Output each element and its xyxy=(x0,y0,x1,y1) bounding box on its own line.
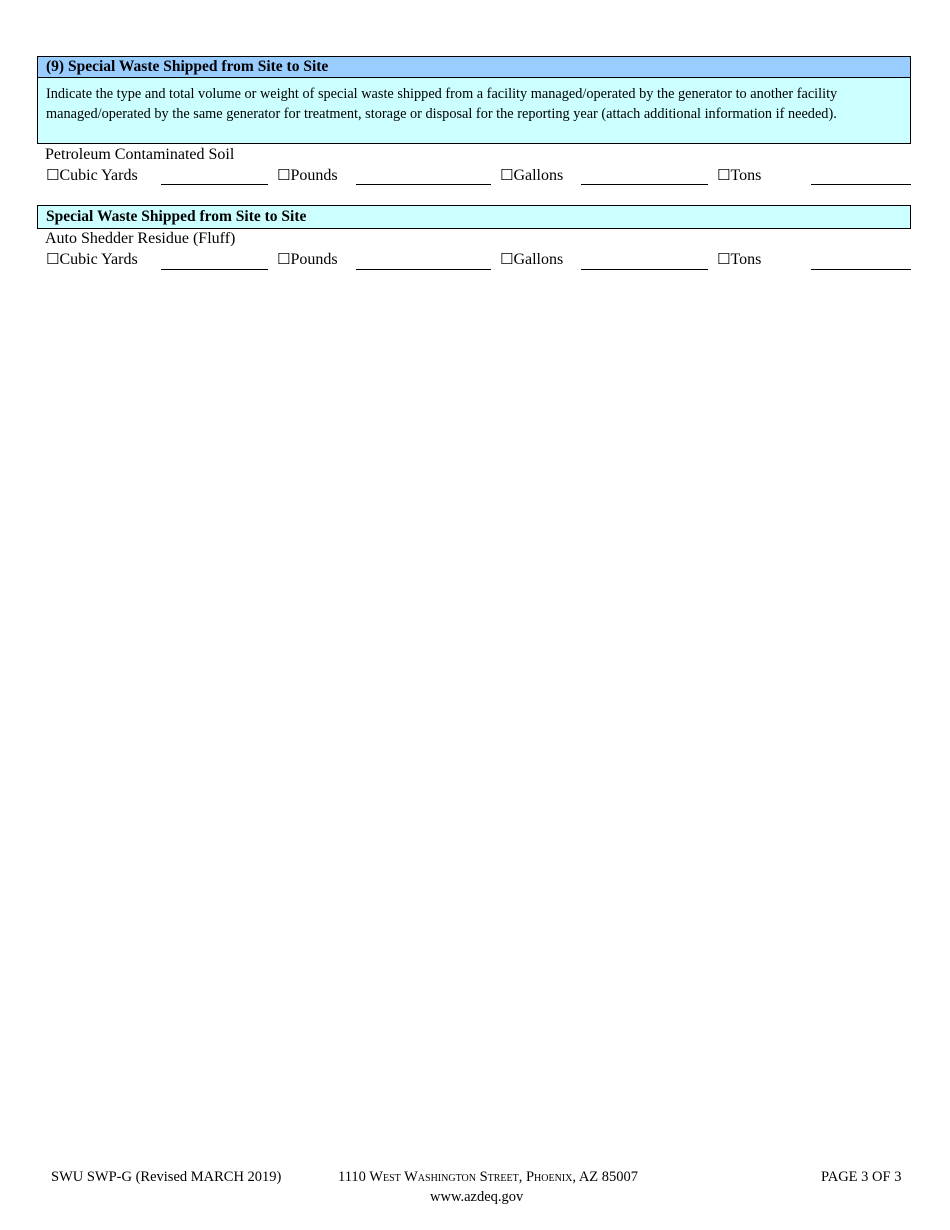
section-b-title: Special Waste Shipped from Site to Site xyxy=(46,208,307,225)
address: 1110 West Washington Street, Phoenix, AZ 85007 xyxy=(338,1169,639,1185)
pounds-checkbox[interactable]: ☐ xyxy=(277,250,291,268)
section-9-description xyxy=(37,78,911,144)
gallons-label: Gallons xyxy=(513,251,564,268)
tons-field[interactable] xyxy=(811,269,911,270)
material-label: Auto Shedder Residue (Fluff) xyxy=(45,230,236,247)
material-label: Petroleum Contaminated Soil xyxy=(45,146,235,163)
form-id: SWU SWP-G (Revised MARCH 2019) xyxy=(51,1169,282,1185)
cubic-yards-checkbox[interactable]: ☐ xyxy=(46,250,60,268)
cubic-yards-label: Cubic Yards xyxy=(59,167,138,184)
section-9-header xyxy=(37,56,911,78)
tons-field[interactable] xyxy=(811,184,911,185)
pounds-field[interactable] xyxy=(356,269,491,270)
pounds-label: Pounds xyxy=(290,251,338,268)
cubic-yards-option[interactable] xyxy=(46,250,138,269)
pounds-option[interactable] xyxy=(277,166,338,185)
gallons-field[interactable] xyxy=(581,184,708,185)
website: www.azdeq.gov xyxy=(430,1189,524,1205)
section-b-header xyxy=(37,205,911,229)
section-9-description-text: Indicate the type and total volume or weight of special waste shipped from a facility managed/operated by the generator to another facility managed/operated by the same generator for treatment, storage or disposal for the reporting year (attach additional information if needed). xyxy=(46,86,838,122)
tons-label: Tons xyxy=(730,251,762,268)
cubic-yards-option[interactable] xyxy=(46,166,138,185)
tons-checkbox[interactable]: ☐ xyxy=(717,250,731,268)
tons-option[interactable] xyxy=(717,250,761,269)
pounds-label: Pounds xyxy=(290,167,338,184)
tons-label: Tons xyxy=(730,167,762,184)
cubic-yards-checkbox[interactable]: ☐ xyxy=(46,166,60,184)
gallons-option[interactable] xyxy=(500,166,563,185)
page-number: PAGE 3 OF 3 xyxy=(821,1169,902,1185)
cubic-yards-field[interactable] xyxy=(161,184,268,185)
gallons-label: Gallons xyxy=(513,167,564,184)
cubic-yards-field[interactable] xyxy=(161,269,268,270)
tons-option[interactable] xyxy=(717,166,761,185)
gallons-checkbox[interactable]: ☐ xyxy=(500,166,514,184)
gallons-checkbox[interactable]: ☐ xyxy=(500,250,514,268)
pounds-field[interactable] xyxy=(356,184,491,185)
pounds-checkbox[interactable]: ☐ xyxy=(277,166,291,184)
tons-checkbox[interactable]: ☐ xyxy=(717,166,731,184)
pounds-option[interactable] xyxy=(277,250,338,269)
gallons-option[interactable] xyxy=(500,250,563,269)
cubic-yards-label: Cubic Yards xyxy=(59,251,138,268)
section-9-title: (9) Special Waste Shipped from Site to Site xyxy=(46,58,329,75)
gallons-field[interactable] xyxy=(581,269,708,270)
